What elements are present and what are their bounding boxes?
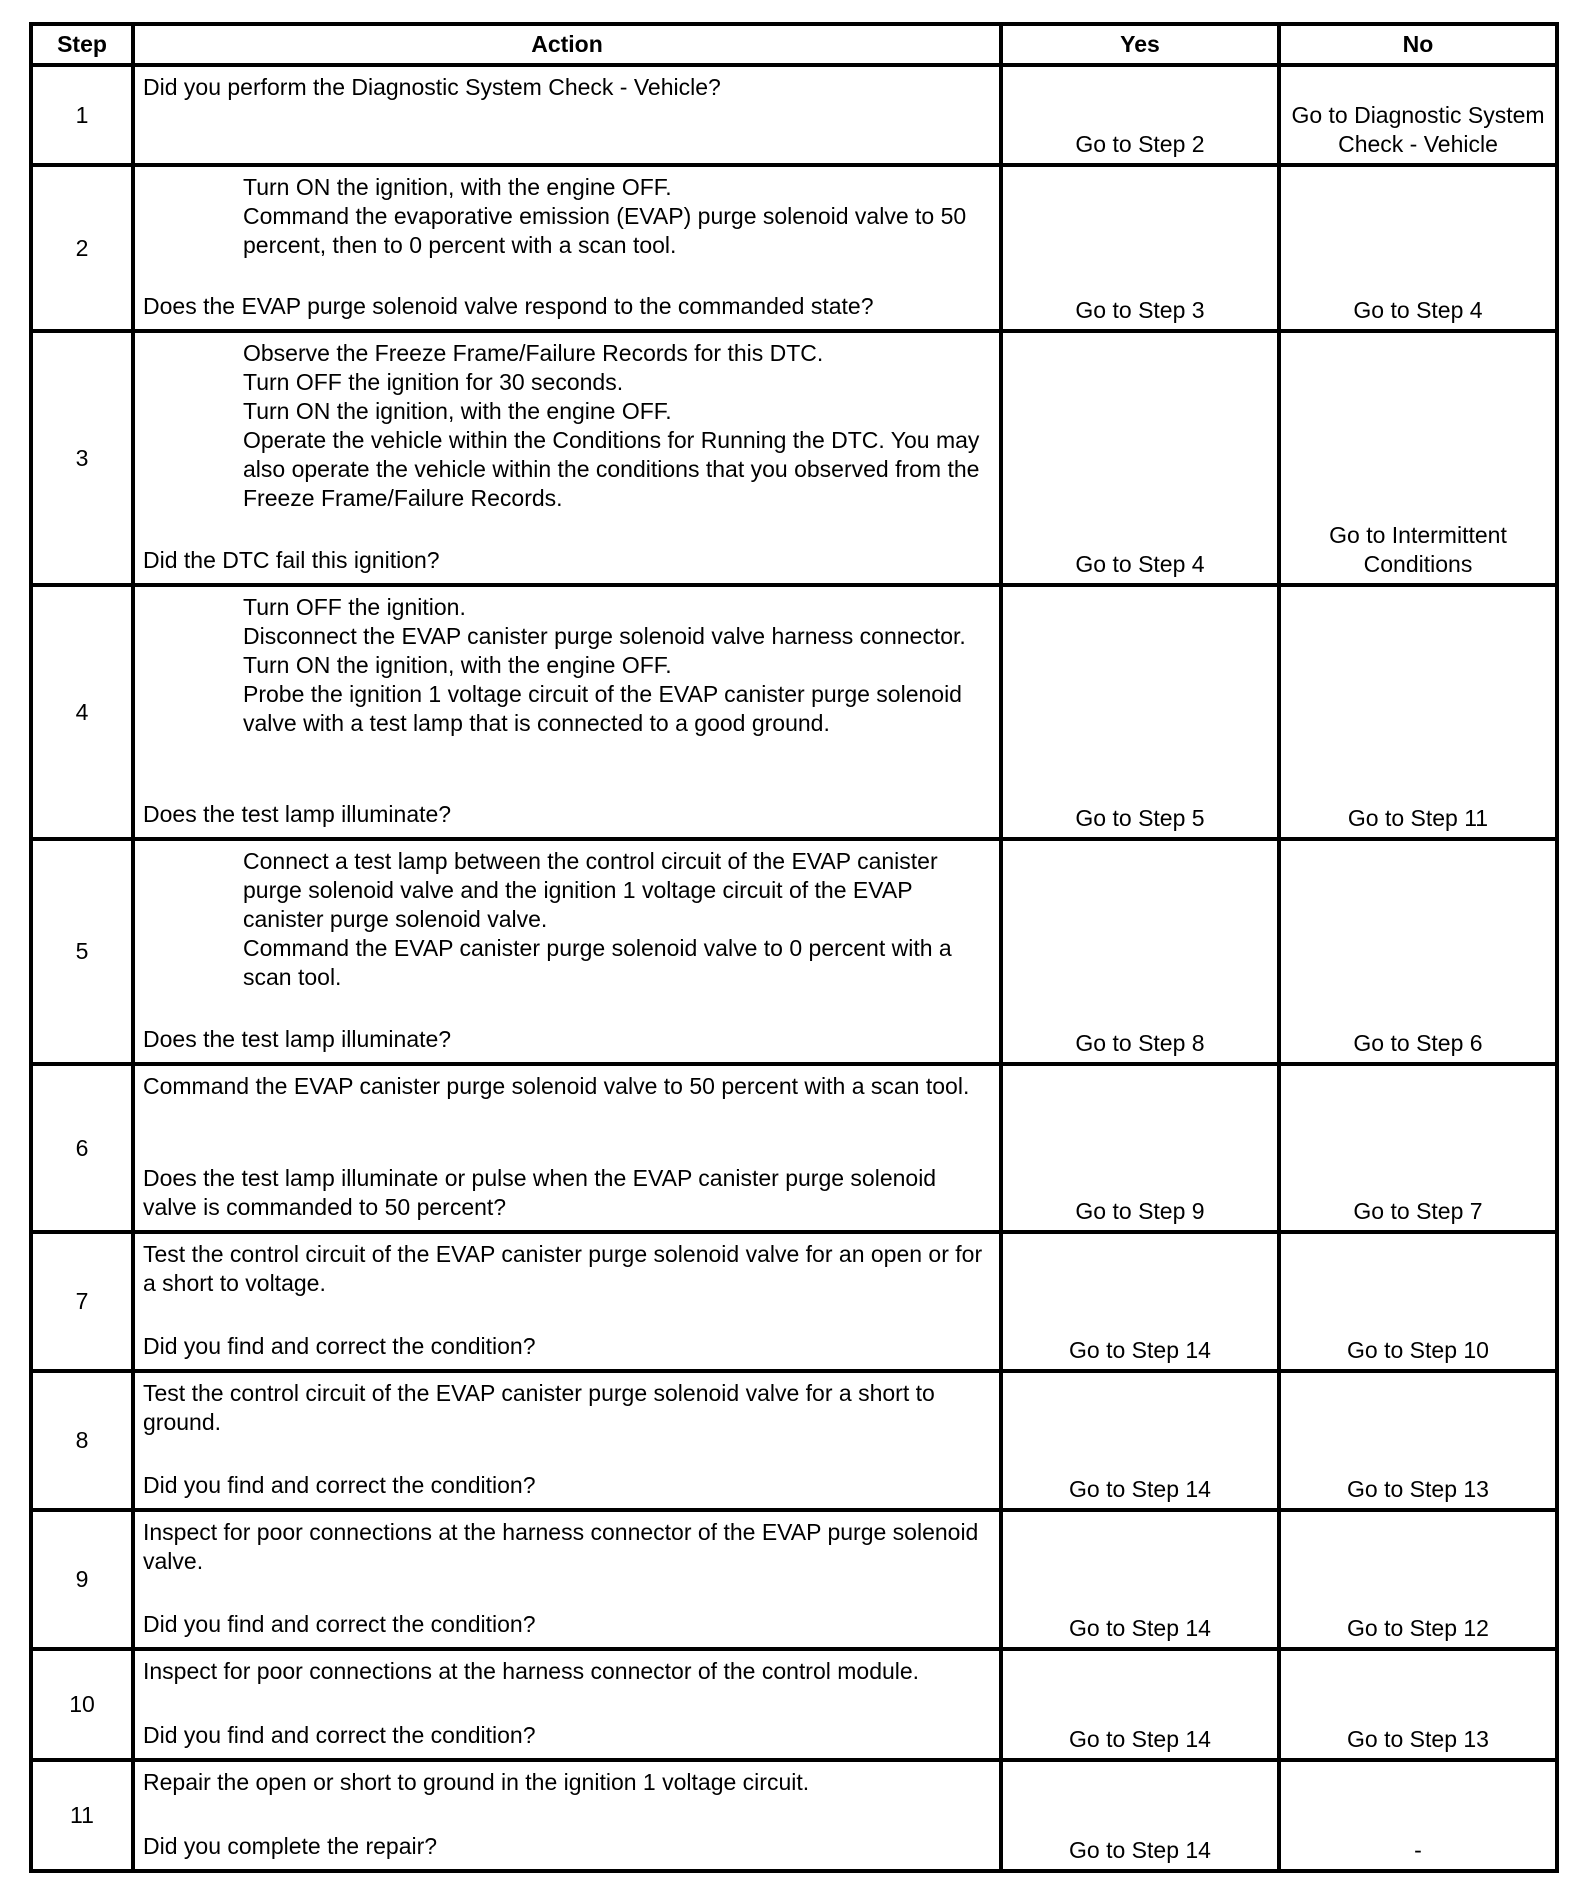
no-outcome: Go to Step 12 — [1279, 1510, 1557, 1649]
action-content — [143, 1379, 991, 1500]
substep-list — [143, 173, 991, 260]
no-outcome: Go to Diagnostic System Check - Vehicle — [1279, 65, 1557, 165]
table-row — [31, 585, 1557, 839]
table-row — [31, 1371, 1557, 1510]
action-question: Did the DTC fail this ignition? — [143, 547, 440, 573]
yes-outcome: Go to Step 14 — [1001, 1510, 1279, 1649]
step-number: 2 — [31, 165, 133, 331]
yes-outcome: Go to Step 14 — [1001, 1760, 1279, 1871]
action-content — [143, 339, 991, 575]
diagnostic-table — [29, 22, 1559, 1873]
action-content — [143, 173, 991, 321]
action-cell — [133, 1064, 1001, 1232]
header-step: Step — [31, 24, 133, 65]
no-outcome: Go to Intermittent Conditions — [1279, 331, 1557, 585]
yes-outcome: Go to Step 9 — [1001, 1064, 1279, 1232]
yes-outcome: Go to Step 8 — [1001, 839, 1279, 1064]
action-question: Did you find and correct the condition? — [143, 1333, 536, 1359]
action-question: Does the test lamp illuminate? — [143, 801, 452, 827]
header-yes: Yes — [1001, 24, 1279, 65]
yes-outcome: Go to Step 14 — [1001, 1232, 1279, 1371]
action-instruction: Command the EVAP canister purge solenoid valve to 50 percent with a scan tool. — [143, 1073, 970, 1099]
substep-item: Observe the Freeze Frame/Failure Records for this DTC. — [243, 340, 824, 366]
table-row — [31, 1510, 1557, 1649]
step-number: 7 — [31, 1232, 133, 1371]
action-content — [143, 847, 991, 1054]
action-question: Does the EVAP purge solenoid valve respond to the commanded state? — [143, 293, 874, 319]
action-content — [143, 1768, 991, 1861]
yes-outcome: Go to Step 2 — [1001, 65, 1279, 165]
action-cell — [133, 1232, 1001, 1371]
header-no: No — [1279, 24, 1557, 65]
action-cell — [133, 331, 1001, 585]
table-body — [31, 65, 1557, 1871]
action-content — [143, 73, 991, 155]
step-number: 9 — [31, 1510, 133, 1649]
yes-outcome: Go to Step 4 — [1001, 331, 1279, 585]
action-question: Does the test lamp illuminate? — [143, 1026, 452, 1052]
table-row — [31, 165, 1557, 331]
substep-list — [143, 593, 991, 738]
substep-item: Turn ON the ignition, with the engine OFF. — [243, 652, 672, 678]
action-cell — [133, 1510, 1001, 1649]
action-cell — [133, 1371, 1001, 1510]
step-number: 8 — [31, 1371, 133, 1510]
substep-item: Disconnect the EVAP canister purge solenoid valve harness connector. — [243, 623, 966, 649]
action-instruction: Inspect for poor connections at the harness connector of the EVAP purge solenoid valve. — [143, 1519, 979, 1574]
substep-item: Turn OFF the ignition. — [243, 594, 466, 620]
no-outcome: Go to Step 7 — [1279, 1064, 1557, 1232]
action-cell — [133, 1760, 1001, 1871]
action-content — [143, 1240, 991, 1361]
action-content — [143, 1518, 991, 1639]
table-row — [31, 1232, 1557, 1371]
no-outcome: - — [1279, 1760, 1557, 1871]
step-number: 11 — [31, 1760, 133, 1871]
table-row — [31, 1649, 1557, 1760]
table-row — [31, 65, 1557, 165]
no-outcome: Go to Step 13 — [1279, 1371, 1557, 1510]
action-question: Did you find and correct the condition? — [143, 1722, 536, 1748]
substep-item: Turn ON the ignition, with the engine OFF. — [243, 398, 672, 424]
action-cell — [133, 165, 1001, 331]
step-number: 10 — [31, 1649, 133, 1760]
yes-outcome: Go to Step 3 — [1001, 165, 1279, 331]
table-row — [31, 1064, 1557, 1232]
substep-item: Connect a test lamp between the control circuit of the EVAP canister purge solenoid valve and the ignition 1 voltage circuit of the EVAP canister purge solenoid valve. — [243, 848, 938, 932]
substep-item: Command the EVAP canister purge solenoid valve to 0 percent with a scan tool. — [243, 935, 952, 990]
action-instruction: Test the control circuit of the EVAP canister purge solenoid valve for a short to ground. — [143, 1380, 935, 1435]
header-action: Action — [133, 24, 1001, 65]
yes-outcome: Go to Step 5 — [1001, 585, 1279, 839]
step-number: 1 — [31, 65, 133, 165]
substep-list — [143, 847, 991, 992]
table-header-row — [31, 24, 1557, 65]
action-content — [143, 593, 991, 829]
no-outcome: Go to Step 11 — [1279, 585, 1557, 839]
no-outcome: Go to Step 13 — [1279, 1649, 1557, 1760]
yes-outcome: Go to Step 14 — [1001, 1371, 1279, 1510]
action-content — [143, 1072, 991, 1222]
action-instruction: Inspect for poor connections at the harness connector of the control module. — [143, 1658, 920, 1684]
action-cell — [133, 585, 1001, 839]
substep-item: Turn OFF the ignition for 30 seconds. — [243, 369, 624, 395]
no-outcome: Go to Step 4 — [1279, 165, 1557, 331]
step-number: 5 — [31, 839, 133, 1064]
table-row — [31, 839, 1557, 1064]
action-question: Did you complete the repair? — [143, 1833, 438, 1859]
action-question: Does the test lamp illuminate or pulse when the EVAP canister purge solenoid valve is commanded to 50 percent? — [143, 1165, 937, 1220]
substep-list — [143, 339, 991, 513]
table-row — [31, 331, 1557, 585]
step-number: 3 — [31, 331, 133, 585]
action-instruction: Did you perform the Diagnostic System Check - Vehicle? — [143, 74, 721, 100]
action-cell — [133, 839, 1001, 1064]
action-instruction: Test the control circuit of the EVAP canister purge solenoid valve for an open or for a short to voltage. — [143, 1241, 983, 1296]
yes-outcome: Go to Step 14 — [1001, 1649, 1279, 1760]
action-question: Did you find and correct the condition? — [143, 1472, 536, 1498]
substep-item: Probe the ignition 1 voltage circuit of the EVAP canister purge solenoid valve with a test lamp that is connected to a good ground. — [243, 681, 962, 736]
substep-item: Turn ON the ignition, with the engine OFF. — [243, 174, 672, 200]
table-row — [31, 1760, 1557, 1871]
no-outcome: Go to Step 6 — [1279, 839, 1557, 1064]
action-question: Did you find and correct the condition? — [143, 1611, 536, 1637]
substep-item: Command the evaporative emission (EVAP) purge solenoid valve to 50 percent, then to 0 percent with a scan tool. — [243, 203, 967, 258]
action-content — [143, 1657, 991, 1750]
action-instruction: Repair the open or short to ground in the ignition 1 voltage circuit. — [143, 1769, 810, 1795]
step-number: 6 — [31, 1064, 133, 1232]
no-outcome: Go to Step 10 — [1279, 1232, 1557, 1371]
step-number: 4 — [31, 585, 133, 839]
action-cell — [133, 65, 1001, 165]
action-cell — [133, 1649, 1001, 1760]
substep-item: Operate the vehicle within the Conditions for Running the DTC. You may also operate the vehicle within the conditions that you observed from the Freeze Frame/Failure Records. — [243, 427, 980, 511]
